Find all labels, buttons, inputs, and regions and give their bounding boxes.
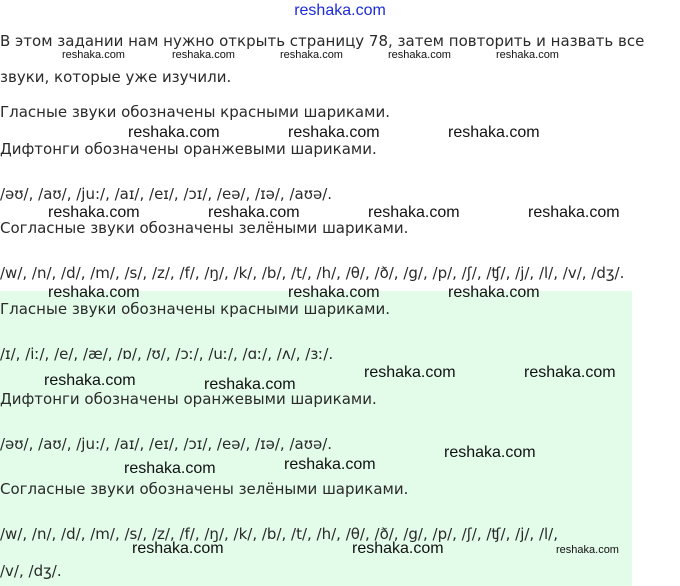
watermark: reshaka.com xyxy=(368,204,460,221)
answer-vowels-heading: Гласные звуки обозначены красными шариками. xyxy=(0,300,390,318)
watermark: reshaka.com xyxy=(364,364,456,381)
watermark: reshaka.com xyxy=(448,284,540,301)
watermark: reshaka.com xyxy=(128,124,220,141)
answer-consonants-list-1: /w/, /n/, /d/, /m/, /s/, /z/, /f/, /ŋ/, /k/, /b/, /t/, /h/, /θ/, /ð/, /g/, /p/, /ʃ/, /ʧ/, /j/, /l/, xyxy=(0,525,559,543)
watermark: reshaka.com xyxy=(496,49,559,61)
answer-consonants-heading: Согласные звуки обозначены зелёными шариками. xyxy=(0,480,409,498)
answer-diphthongs-heading: Дифтонги обозначены оранжевыми шариками. xyxy=(0,390,377,408)
watermark: reshaka.com xyxy=(172,49,235,61)
answer-vowels-list: /ɪ/, /iː/, /e/, /æ/, /ɒ/, /ʊ/, /ɔː/, /uː/, /ɑː/, /ʌ/, /ɜː/. xyxy=(0,345,334,363)
intro-line-2: звуки, которые уже изучили. xyxy=(0,68,232,86)
watermark: reshaka.com xyxy=(388,49,451,61)
watermark: reshaka.com xyxy=(288,124,380,141)
watermark: reshaka.com xyxy=(448,124,540,141)
site-title[interactable]: reshaka.com xyxy=(294,2,386,19)
answer-consonants-list-2: /v/, /dʒ/. xyxy=(0,562,62,580)
watermark: reshaka.com xyxy=(280,49,343,61)
watermark: reshaka.com xyxy=(204,376,296,393)
watermark: reshaka.com xyxy=(132,540,224,557)
watermark: reshaka.com xyxy=(44,372,136,389)
diphthongs-heading: Дифтонги обозначены оранжевыми шариками. xyxy=(0,140,377,158)
watermark: reshaka.com xyxy=(444,444,536,461)
watermark: reshaka.com xyxy=(124,460,216,477)
watermark: reshaka.com xyxy=(284,456,376,473)
watermark: reshaka.com xyxy=(556,544,619,556)
watermark: reshaka.com xyxy=(524,364,616,381)
watermark: reshaka.com xyxy=(528,204,620,221)
watermark: reshaka.com xyxy=(62,49,125,61)
vowels-heading: Гласные звуки обозначены красными шариками. xyxy=(0,103,390,121)
consonants-list: /w/, /n/, /d/, /m/, /s/, /z/, /f/, /ŋ/, /k/, /b/, /t/, /h/, /θ/, /ð/, /g/, /p/, /ʃ/, /ʧ/, /j/, /l/, /v/, /dʒ/. xyxy=(0,264,625,282)
watermark: reshaka.com xyxy=(352,540,444,557)
diphthongs-list: /əʊ/, /aʊ/, /ju:/, /aɪ/, /eɪ/, /ɔɪ/, /eə/, /ɪə/, /aʊə/. xyxy=(0,185,333,203)
watermark: reshaka.com xyxy=(48,284,140,301)
intro-line-1: В этом задании нам нужно открыть страницу 78, затем повторить и назвать все xyxy=(0,32,645,50)
answer-diphthongs-list: /əʊ/, /aʊ/, /ju:/, /aɪ/, /eɪ/, /ɔɪ/, /eə/, /ɪə/, /aʊə/. xyxy=(0,435,333,453)
consonants-heading: Согласные звуки обозначены зелёными шариками. xyxy=(0,219,409,237)
watermark: reshaka.com xyxy=(48,204,140,221)
watermark: reshaka.com xyxy=(288,284,380,301)
watermark: reshaka.com xyxy=(208,204,300,221)
